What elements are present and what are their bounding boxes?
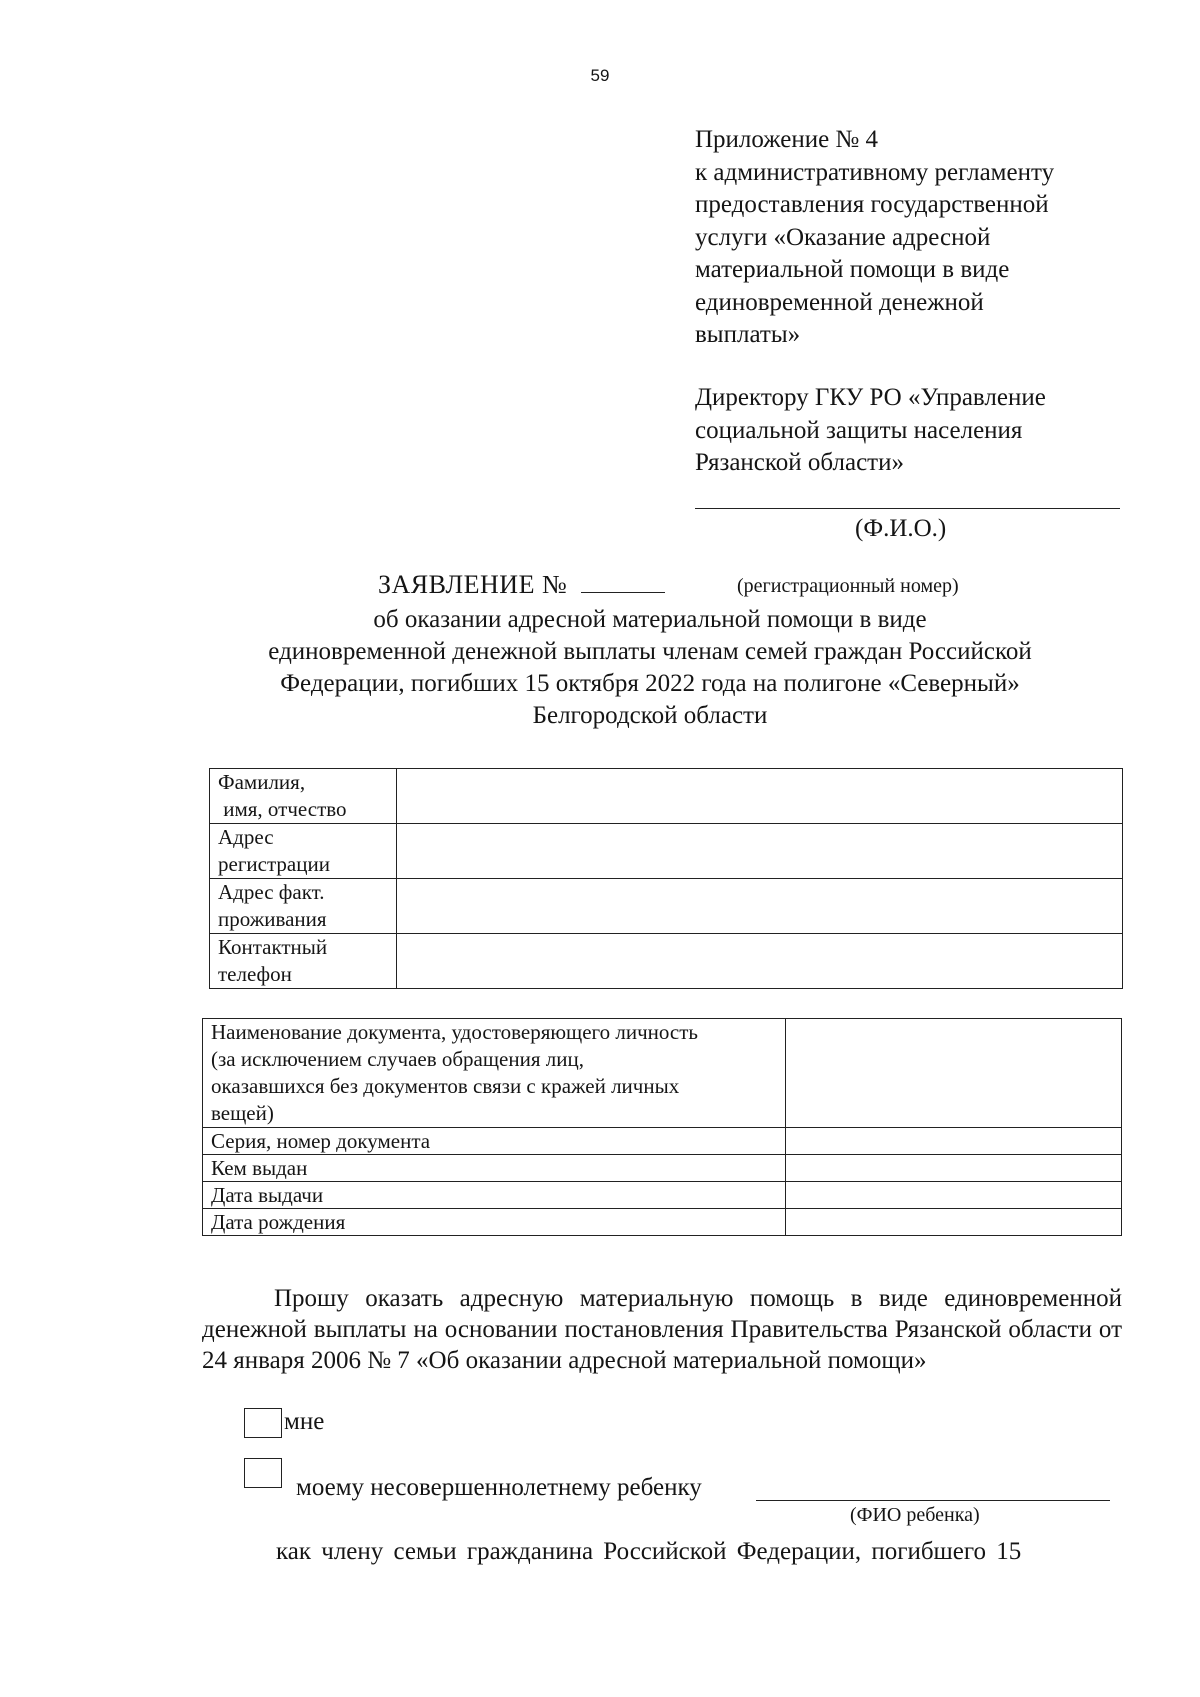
annex-line: услуги «Оказание адресной xyxy=(695,223,991,251)
table-row xyxy=(203,1182,1122,1209)
child-name-caption: (ФИО ребенка) xyxy=(850,1504,980,1526)
label-line: (за исключением случаев обращения лиц, xyxy=(211,1047,584,1071)
subtitle-line: Федерации, погибших 15 октября 2022 года на полигоне «Северный» xyxy=(280,670,1020,697)
annex-line: Приложение № 4 xyxy=(695,126,879,153)
row-label xyxy=(210,769,397,824)
table-row xyxy=(203,1019,1122,1128)
subtitle-line: единовременной денежной выплаты членам семей граждан Российской xyxy=(268,638,1032,665)
annex-line: выплаты» xyxy=(695,321,801,348)
table-row xyxy=(210,934,1123,989)
addressee-line: Рязанской области» xyxy=(695,449,904,476)
subtitle-line: Белгородской области xyxy=(532,702,768,729)
row-label xyxy=(210,879,397,934)
addressee-block xyxy=(695,382,1115,480)
label-line: оказавшихся без документов связи с кражей личных xyxy=(211,1074,680,1098)
option-child-checkbox[interactable] xyxy=(244,1458,282,1488)
row-label: Кем выдан xyxy=(203,1155,786,1182)
label-line: телефон xyxy=(218,962,292,986)
id-document-label xyxy=(203,1019,786,1128)
document-subtitle xyxy=(150,604,1150,732)
subtitle-line: об оказании адресной материальной помощи в виде xyxy=(373,606,927,633)
birth-date-field[interactable] xyxy=(786,1209,1122,1236)
addressee-name-caption: (Ф.И.О.) xyxy=(855,515,947,542)
option-self-checkbox[interactable] xyxy=(244,1408,282,1438)
annex-block xyxy=(695,124,1115,352)
label-line: Адрес факт. xyxy=(218,880,325,904)
label-line: Фамилия, xyxy=(218,770,306,794)
annex-line: предоставления государственной xyxy=(695,191,1049,218)
row-label xyxy=(210,824,397,879)
label-line: проживания xyxy=(218,907,327,931)
row-label: Серия, номер документа xyxy=(203,1128,786,1155)
label-line: Контактный xyxy=(218,935,328,959)
issue-date-field[interactable] xyxy=(786,1182,1122,1209)
addressee-line: Директору ГКУ РО «Управление xyxy=(695,384,1046,411)
label-line: Наименование документа, удостоверяющего личность xyxy=(211,1020,699,1044)
continuation-text: как члену семьи гражданина Российской Федерации, погибшего 15 xyxy=(276,1538,1022,1565)
table-row xyxy=(210,824,1123,879)
label-line: имя, отчество xyxy=(218,797,347,821)
table-row xyxy=(203,1209,1122,1236)
addressee-line: социальной защиты населения xyxy=(695,416,1023,444)
phone-field[interactable] xyxy=(397,934,1123,989)
option-child-label: моему несовершеннолетнему ребенку xyxy=(296,1474,702,1501)
annex-line: материальной помощи в виде xyxy=(695,256,1010,283)
annex-line: единовременной денежной xyxy=(695,288,984,316)
option-self-label: мне xyxy=(284,1408,325,1435)
addressee-name-field[interactable] xyxy=(695,508,1120,509)
table-row xyxy=(203,1128,1122,1155)
table-row xyxy=(203,1155,1122,1182)
applicant-table xyxy=(209,768,1123,989)
page-number: 59 xyxy=(590,66,610,85)
title-heading: ЗАЯВЛЕНИЕ № xyxy=(378,570,568,599)
child-name-field[interactable] xyxy=(756,1500,1110,1501)
label-line: Адрес xyxy=(218,825,274,849)
registration-address-field[interactable] xyxy=(397,824,1123,879)
table-row xyxy=(210,769,1123,824)
id-document-field[interactable] xyxy=(786,1019,1122,1128)
label-line: регистрации xyxy=(218,852,330,876)
label-line: вещей) xyxy=(211,1101,274,1125)
full-name-field[interactable] xyxy=(397,769,1123,824)
row-label: Дата рождения xyxy=(203,1209,786,1236)
document-title xyxy=(378,570,665,600)
reg-number-caption: (регистрационный номер) xyxy=(737,575,959,597)
row-label: Дата выдачи xyxy=(203,1182,786,1209)
request-paragraph: Прошу оказать адресную материальную помощь в виде единовременной денежной выплаты на основании постановления Правительства Рязанской области от 24 января 2006 № 7 «Об оказании адресной материальной помощи» xyxy=(202,1285,1122,1374)
row-label xyxy=(210,934,397,989)
issued-by-field[interactable] xyxy=(786,1155,1122,1182)
annex-line: к административному регламенту xyxy=(695,158,1055,186)
doc-number-field[interactable] xyxy=(786,1128,1122,1155)
reg-number-field[interactable] xyxy=(581,570,665,593)
actual-address-field[interactable] xyxy=(397,879,1123,934)
document-table xyxy=(202,1018,1122,1236)
table-row xyxy=(210,879,1123,934)
